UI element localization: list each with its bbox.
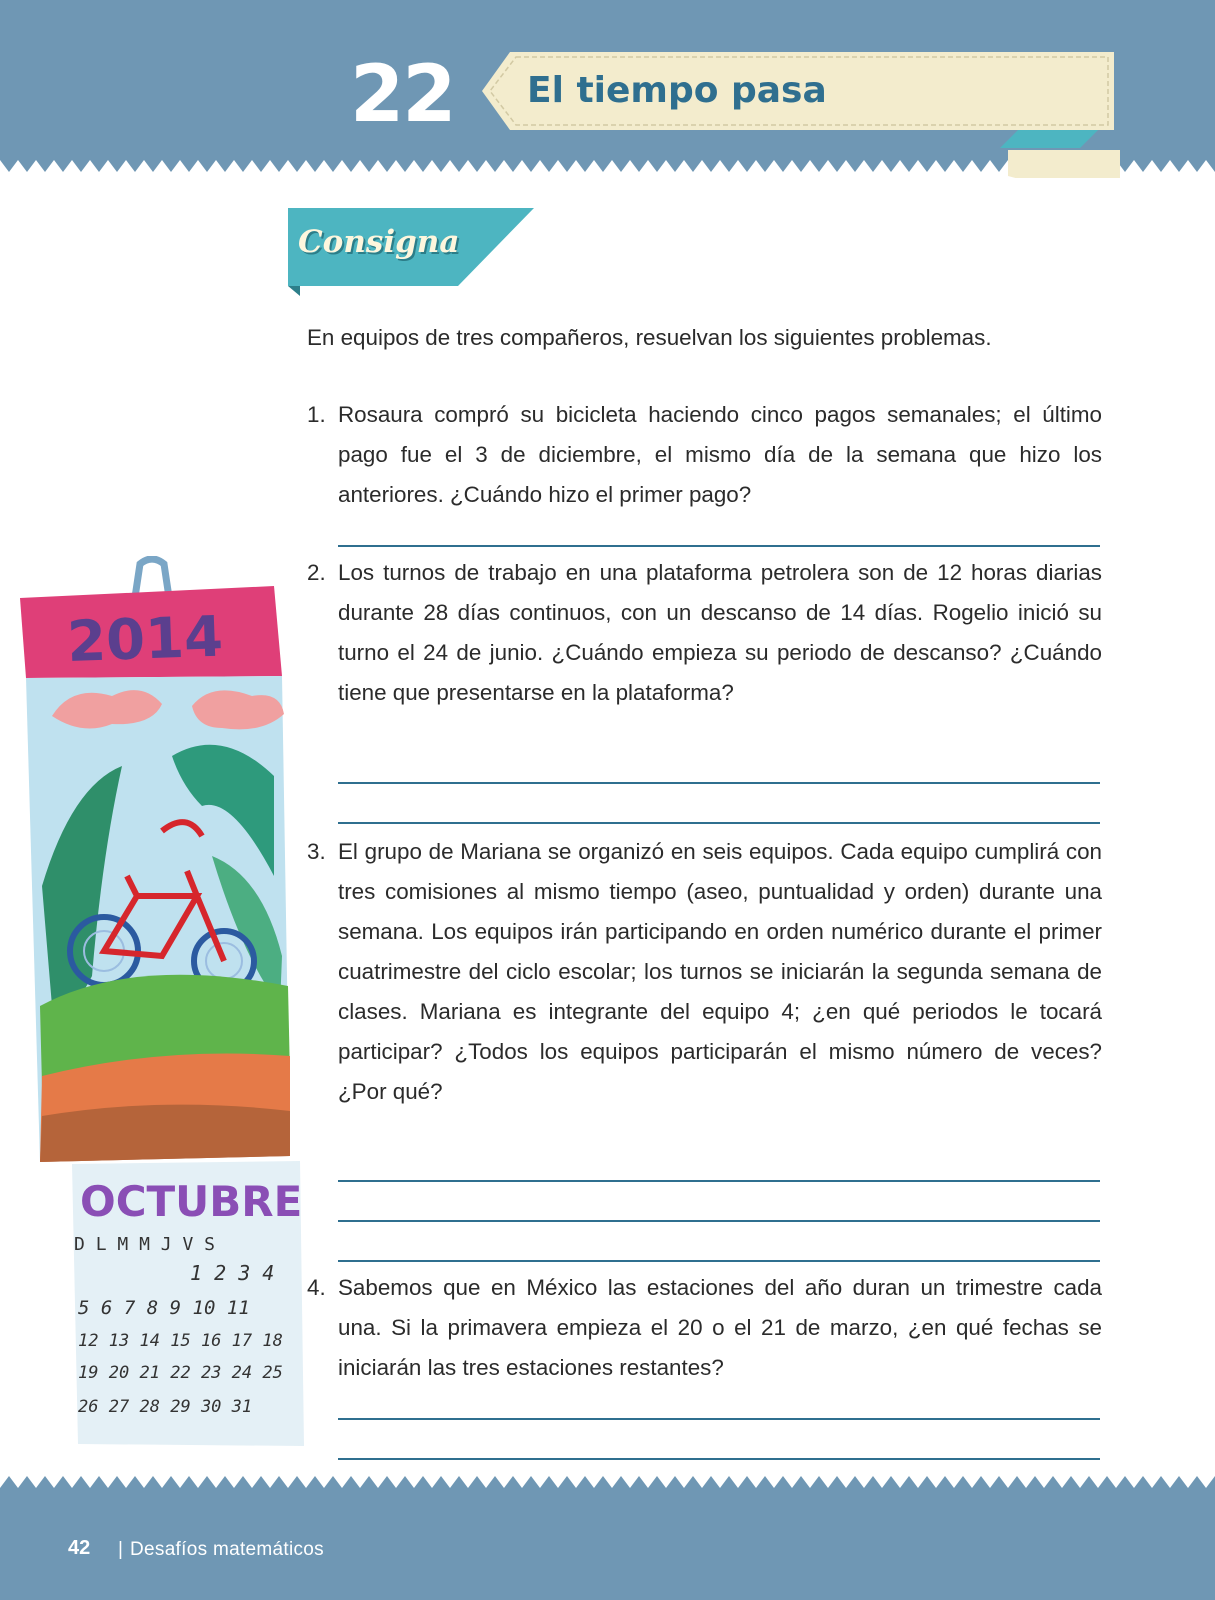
problem-number: 4. <box>307 1275 326 1300</box>
answer-line[interactable] <box>338 782 1100 784</box>
answer-line[interactable] <box>338 545 1100 547</box>
problem-3 <box>307 832 1102 1152</box>
lesson-number: 22 <box>350 50 455 140</box>
calendar-days-row: 5 6 7 8 9 10 11 <box>78 1297 250 1319</box>
answer-line[interactable] <box>338 1260 1100 1262</box>
problem-number: 2. <box>307 560 326 585</box>
footer-band <box>0 1476 1215 1600</box>
answer-line[interactable] <box>338 1458 1100 1460</box>
calendar-days-row: 19 20 21 22 23 24 25 <box>78 1363 283 1383</box>
problem-2 <box>307 553 1102 753</box>
problem-text: El grupo de Mariana se organizó en seis equipos. Cada equipo cumplirá con tres comisiones al mismo tiempo (aseo, puntualidad y orden) durante una semana. Los equipos irán participando en orden numérico durante el primer cuatrimestre del ciclo escolar; los turnos se iniciarán la segunda semana de clases. Mariana es integrante del equipo 4; ¿en qué periodos le tocará participar? ¿Todos los equipos participarán el mismo número de veces? ¿Por qué? <box>338 839 1102 1104</box>
problem-text: Rosaura compró su bicicleta haciendo cinco pagos semanales; el último pago fue el 3 de diciembre, el mismo día de la semana que hizo los anteriores. ¿Cuándo hizo el primer pago? <box>338 402 1102 507</box>
calendar-month: OCTUBRE <box>80 1177 303 1226</box>
footer-separator: | <box>118 1539 123 1560</box>
problem-1 <box>307 395 1102 515</box>
calendar-days-row: 1 2 3 4 <box>190 1261 275 1285</box>
problem-text: Sabemos que en México las estaciones del año duran un trimestre cada una. Si la primavera empieza el 20 o el 21 de marzo, ¿en qué fechas se iniciarán las tres estaciones restantes? <box>338 1275 1102 1380</box>
consigna-label: Consigna <box>298 224 460 260</box>
problem-4 <box>307 1268 1102 1388</box>
book-title: Desafíos matemáticos <box>130 1539 324 1560</box>
calendar-weekdays: D L M M J V S <box>74 1234 215 1255</box>
lesson-title: El tiempo pasa <box>527 70 827 111</box>
calendar-days-row: 12 13 14 15 16 17 18 <box>78 1331 283 1351</box>
calendar-days-row: 26 27 28 29 30 31 <box>78 1397 253 1417</box>
page-number: 42 <box>68 1537 91 1559</box>
instructions-text: En equipos de tres compañeros, resuelvan los siguientes problemas. <box>307 325 992 350</box>
answer-line[interactable] <box>338 822 1100 824</box>
answer-line[interactable] <box>338 1418 1100 1420</box>
calendar-illustration <box>12 556 312 1456</box>
answer-line[interactable] <box>338 1180 1100 1182</box>
problem-text: Los turnos de trabajo en una plataforma petrolera son de 12 horas diarias durante 28 días continuos, con un descanso de 14 días. Rogelio inició su turno el 24 de junio. ¿Cuándo empieza su periodo de descanso? ¿Cuándo tiene que presentarse en la plataforma? <box>338 560 1102 705</box>
problem-number: 1. <box>307 402 326 427</box>
answer-line[interactable] <box>338 1220 1100 1222</box>
calendar-year: 2014 <box>66 604 225 675</box>
problem-number: 3. <box>307 839 326 864</box>
